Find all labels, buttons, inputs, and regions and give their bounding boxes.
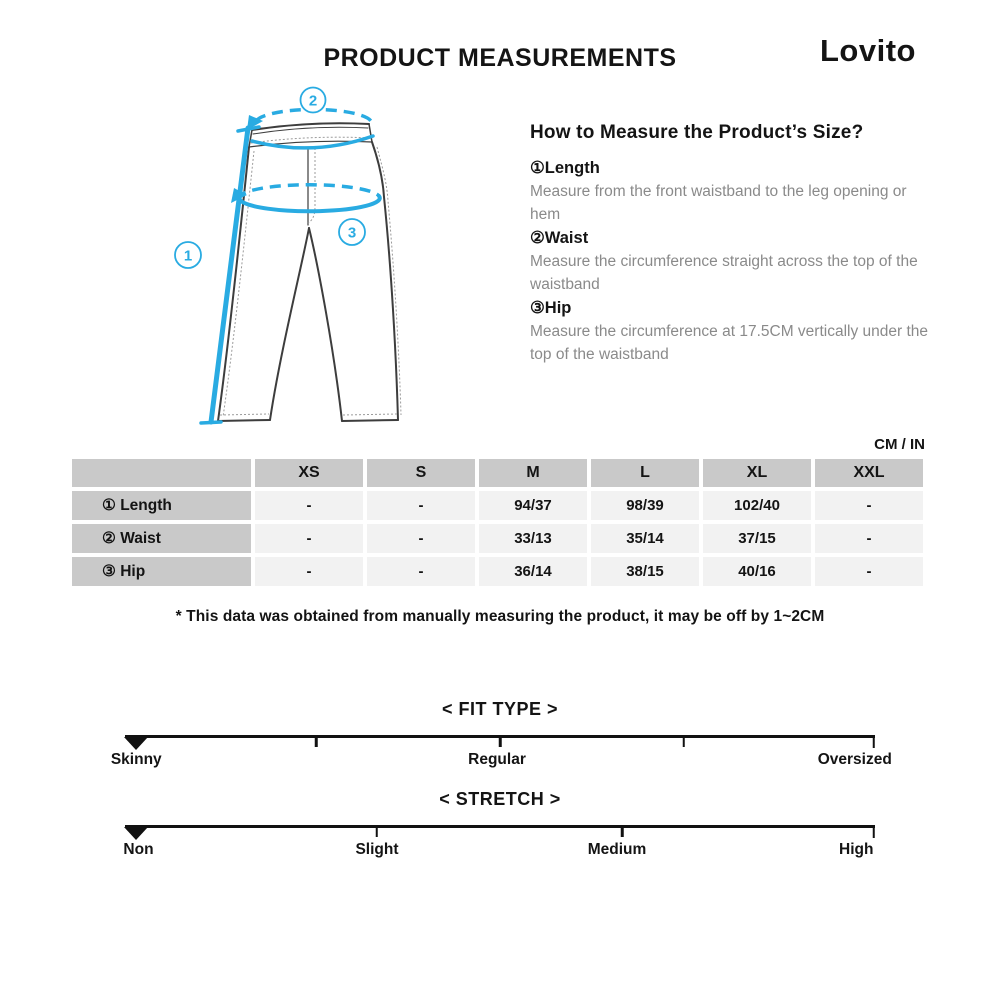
measure-item-waist — [530, 226, 934, 296]
pants-measurement-diagram — [150, 85, 500, 435]
length-measure-line — [211, 128, 248, 422]
table-cell: - — [255, 524, 363, 553]
table-cell: 40/16 — [703, 557, 811, 586]
stretch-label-high: High — [839, 841, 874, 858]
measure-item-label: ①Length — [530, 159, 600, 177]
stretch-label-slight: Slight — [355, 841, 399, 858]
row-label-hip: ③ Hip — [72, 557, 251, 586]
tick-mark — [621, 828, 624, 837]
unit-label: CM / IN — [874, 436, 925, 453]
column-header-xxl: XXL — [815, 459, 923, 487]
measure-item-desc: Measure the circumference at 17.5CM vertically under the top of the waistband — [530, 323, 929, 363]
measure-item-length — [530, 156, 934, 226]
row-label-waist: ② Waist — [72, 524, 251, 553]
svg-text:3: 3 — [347, 224, 357, 242]
table-cell: 37/15 — [703, 524, 811, 553]
tick-mark — [872, 828, 875, 838]
hip-measure-ellipse — [239, 185, 379, 200]
table-cell: 36/14 — [479, 557, 587, 586]
stretch-scale — [125, 789, 875, 861]
measure-item-desc: Measure from the front waistband to the leg opening or hem — [530, 183, 907, 223]
column-header-m: M — [479, 459, 587, 487]
annotation-badge-waist — [301, 88, 326, 113]
fit-type-marker-icon — [124, 737, 148, 750]
table-cell: 38/15 — [591, 557, 699, 586]
tick-mark — [683, 738, 686, 747]
stretch-axis — [125, 825, 875, 828]
pants-stitching — [220, 137, 401, 417]
stretch-marker-icon — [124, 827, 148, 840]
table-cell: - — [815, 491, 923, 520]
stretch-title: < STRETCH > — [439, 789, 561, 809]
stretch-label-non: Non — [123, 841, 154, 858]
column-header-s: S — [367, 459, 475, 487]
tick-mark — [376, 828, 379, 837]
tick-mark — [315, 738, 318, 747]
table-cell: - — [367, 524, 475, 553]
fit-type-axis — [125, 735, 875, 738]
table-cell: - — [255, 557, 363, 586]
measurement-annotations — [201, 109, 380, 423]
how-to-measure-section — [530, 122, 934, 366]
svg-text:1: 1 — [183, 247, 193, 265]
fit-label-skinny: Skinny — [110, 751, 162, 768]
table-cell: 35/14 — [591, 524, 699, 553]
tick-mark — [499, 738, 502, 747]
measure-item-label: ③Hip — [530, 299, 572, 317]
table-cell: - — [815, 557, 923, 586]
table-cell: 102/40 — [703, 491, 811, 520]
column-header-l: L — [591, 459, 699, 487]
column-header-xs: XS — [255, 459, 363, 487]
annotation-badge-hip — [339, 219, 365, 245]
how-to-measure-title: How to Measure the Product’s Size? — [530, 122, 864, 143]
table-cell: - — [367, 491, 475, 520]
size-table — [72, 459, 923, 586]
measure-item-desc: Measure the circumference straight across the top of the waistband — [530, 253, 918, 293]
stretch-label-medium: Medium — [587, 841, 647, 858]
brand-logo: Lovito — [820, 33, 916, 68]
fit-label-regular: Regular — [468, 751, 526, 768]
svg-text:2: 2 — [308, 92, 318, 110]
table-cell: 33/13 — [479, 524, 587, 553]
fit-type-scale — [110, 699, 892, 771]
measure-item-hip — [530, 296, 934, 366]
column-header-xl: XL — [703, 459, 811, 487]
table-cell: 98/39 — [591, 491, 699, 520]
table-cell: - — [255, 491, 363, 520]
table-cell: - — [367, 557, 475, 586]
tick-mark — [872, 738, 875, 748]
fit-label-oversized: Oversized — [817, 751, 892, 768]
table-corner-cell — [72, 459, 251, 487]
fit-type-title: < FIT TYPE > — [441, 699, 559, 719]
measure-item-label: ②Waist — [530, 229, 589, 247]
page-title: PRODUCT MEASUREMENTS — [323, 44, 677, 72]
row-label-length: ① Length — [72, 491, 251, 520]
table-cell: 94/37 — [479, 491, 587, 520]
annotation-badge-length — [175, 242, 201, 268]
table-cell: - — [815, 524, 923, 553]
measurement-disclaimer: * This data was obtained from manually measuring the product, it may be off by 1~2CM — [175, 608, 825, 625]
